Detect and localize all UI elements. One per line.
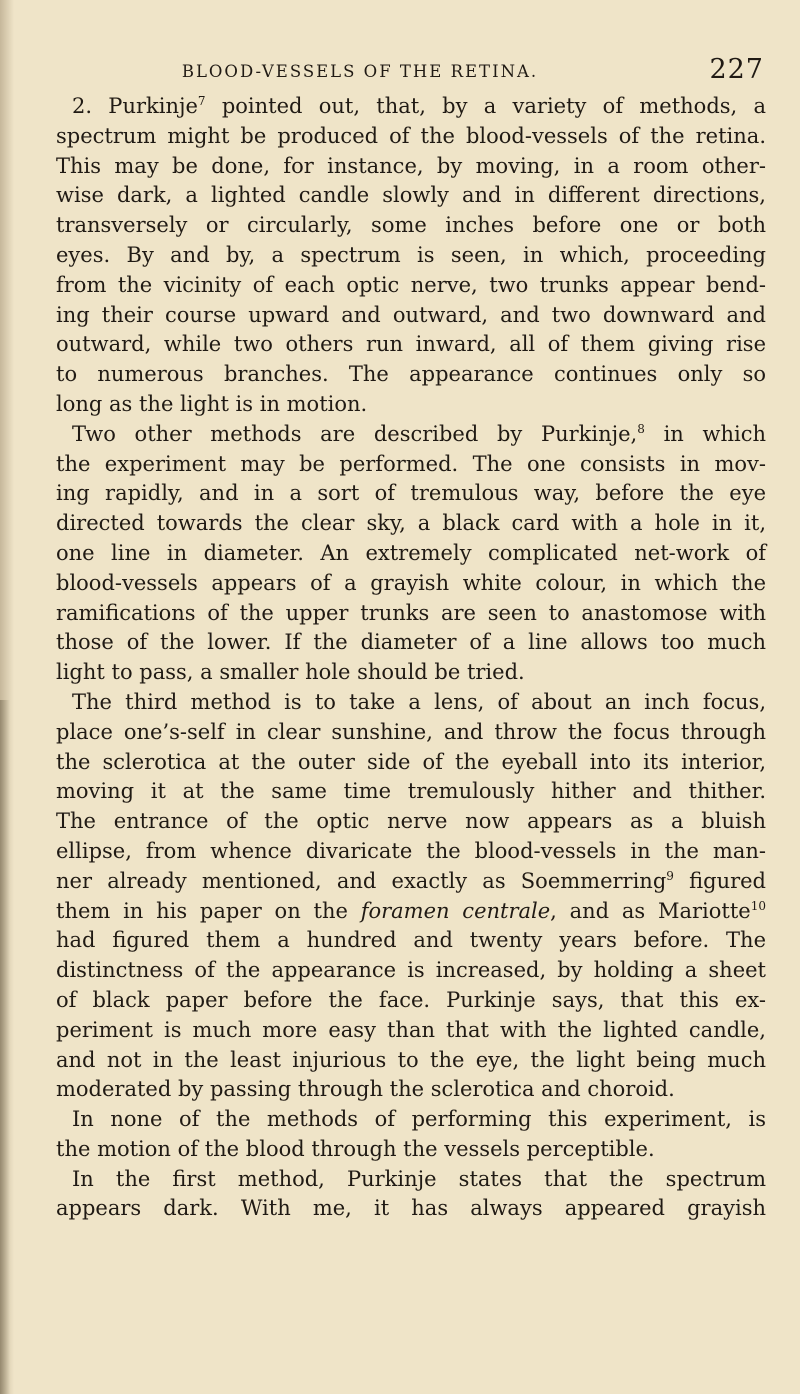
text-segment: blood-vessels appears of a grayish white colour, in which the [56,570,766,595]
text-segment: pointed out, that, by a variety of methods, a [205,94,767,118]
paragraph [56,1165,766,1225]
paragraph [56,92,766,420]
text-line [56,1105,766,1135]
text-line [56,1046,766,1076]
text-line [56,360,766,390]
page-number: 227 [709,54,764,85]
paragraph [56,420,766,688]
text-segment: In the first method, Purkinje states that the spectrum [72,1166,766,1191]
text-line [56,539,766,569]
text-line [56,211,766,241]
text-segment: the motion of the blood through the vessels perceptible. [56,1136,655,1161]
text-line [56,509,766,539]
text-line [56,748,766,778]
text-segment: one line in diameter. An extremely complicated net-work of [56,540,766,565]
text-line [56,1135,766,1165]
paragraph [56,688,766,1105]
text-line [56,479,766,509]
text-segment: ing their course upward and outward, and two downward and [56,302,766,327]
text-line [56,897,766,927]
text-line [56,926,766,956]
text-segment: the experiment may be performed. The one consists in mov- [56,451,766,476]
footnote-marker: 8 [637,421,645,436]
text-segment: 2. Purkinje [72,94,198,118]
text-segment: The third method is to take a lens, of about an inch focus, [72,689,766,714]
footnote-marker: 7 [197,94,206,108]
text-segment: moving it at the same time tremulously hither and thither. [56,779,766,804]
text-line [56,1194,766,1224]
text-segment: directed towards the clear sky, a black card with a hole in it, [56,511,766,536]
text-segment: ellipse, from whence divaricate the blood-vessels in the man- [56,838,766,863]
text-segment: long as the light is in motion. [56,391,368,416]
text-segment: eyes. By and by, a spectrum is seen, in which, proceeding [56,242,766,267]
text-segment: Two other methods are described by Purkinje, [72,421,638,446]
text-segment: periment is much more easy than that with the lighted candle, [56,1017,766,1042]
text-line [56,330,766,360]
text-segment: figured [673,868,767,893]
text-line [56,420,766,450]
text-segment: spectrum might be produced of the blood-vessels of the retina. [56,123,766,148]
text-segment: the sclerotica at the outer side of the eyeball into its interior, [56,749,766,774]
text-segment: appears dark. With me, it has always appeared grayish [56,1196,766,1221]
text-line [56,628,766,658]
text-segment: , and as Mariotte [550,898,751,923]
text-segment: moderated by passing through the sclerotica and choroid. [56,1077,675,1102]
text-line [56,1165,766,1195]
text-line [56,569,766,599]
text-line [56,122,766,152]
text-line [56,986,766,1016]
text-segment: light to pass, a smaller hole should be tried. [56,660,525,685]
text-line [56,152,766,182]
footnote-marker: 9 [666,868,674,883]
text-segment: In none of the methods of performing this experiment, is [72,1107,766,1132]
text-line [56,658,766,688]
text-line [56,718,766,748]
text-segment: to numerous branches. The appearance continues only so [56,362,766,387]
text-segment: in which [644,421,766,446]
text-line [56,599,766,629]
text-segment: them in his paper on the [56,898,361,923]
text-line [56,241,766,271]
text-segment: wise dark, a lighted candle slowly and in different directions, [56,183,766,208]
text-line [56,777,766,807]
text-line [56,867,766,897]
page-edge-shadow [0,700,10,1394]
text-line [56,1016,766,1046]
running-head: BLOOD-VESSELS OF THE RETINA. [181,62,539,81]
text-line [56,181,766,211]
text-line [56,92,766,122]
text-segment: distinctness of the appearance is increased, by holding a sheet [56,958,766,983]
paragraph [56,1105,766,1165]
text-line [56,450,766,480]
text-line [56,271,766,301]
text-line [56,837,766,867]
body-text [56,92,766,1224]
text-segment: place one’s-self in clear sunshine, and throw the focus through [56,719,766,744]
text-segment: those of the lower. If the diameter of a line allows too much [56,630,766,655]
text-segment: had figured them a hundred and twenty years before. The [56,928,766,953]
footnote-marker: 10 [750,898,766,913]
text-line [56,956,766,986]
text-segment: transversely or circularly, some inches before one or both [56,213,766,238]
text-line [56,1075,766,1105]
text-segment: ner already mentioned, and exactly as Soemmerring [56,868,667,893]
italic-term: foramen centrale [360,898,551,923]
text-segment: ing rapidly, and in a sort of tremulous way, before the eye [56,481,766,506]
text-segment: ramifications of the upper trunks are seen to anastomose with [56,600,766,625]
text-segment: and not in the least injurious to the eye, the light being much [56,1047,766,1072]
text-segment: This may be done, for instance, by moving, in a room other- [56,153,766,178]
text-segment: of black paper before the face. Purkinje says, that this ex- [56,987,766,1012]
text-line [56,390,766,420]
text-line [56,301,766,331]
text-segment: outward, while two others run inward, all of them giving rise [56,332,766,357]
text-line [56,807,766,837]
text-segment: from the vicinity of each optic nerve, two trunks appear bend- [56,272,766,297]
text-segment: The entrance of the optic nerve now appears as a bluish [56,809,766,834]
text-line [56,688,766,718]
